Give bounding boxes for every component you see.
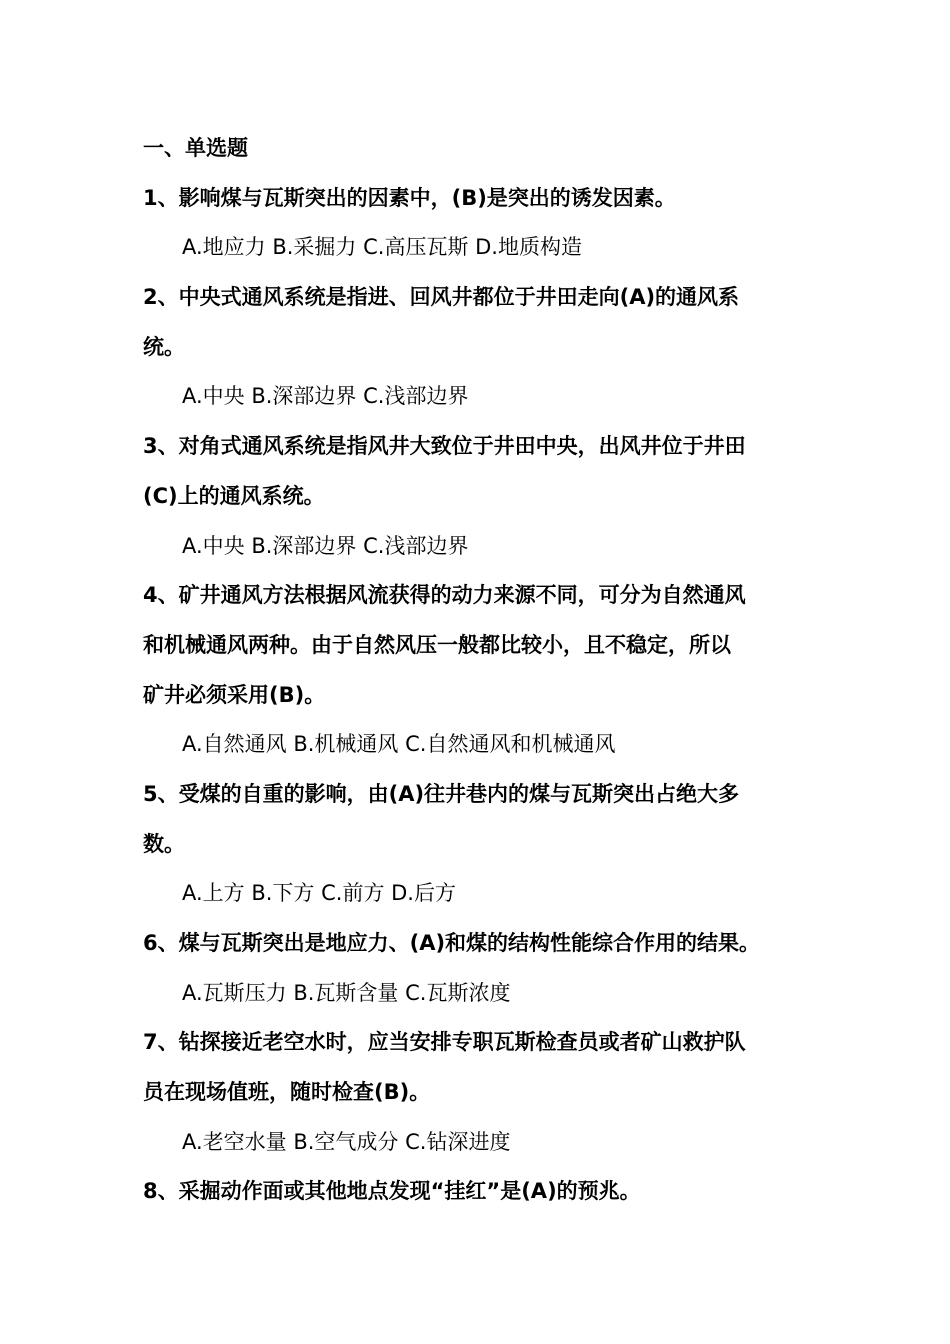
question-5 xyxy=(143,770,823,919)
question-text: 3、对角式通风系统是指风井大致位于井田中央，出风井位于井田 xyxy=(143,434,746,459)
question-text: 4、矿井通风方法根据风流获得的动力来源不同，可分为自然通风 xyxy=(143,583,746,608)
document-page xyxy=(143,124,823,1217)
question-text: 7、钻探接近老空水时，应当安排专职瓦斯检查员或者矿山救护队 xyxy=(143,1030,746,1055)
question-options: A.地应力 B.采掘力 C.高压瓦斯 D.地质构造 xyxy=(182,235,582,260)
question-text: 和机械通风两种。由于自然风压一般都比较小，且不稳定，所以 xyxy=(143,632,731,657)
question-text: 员在现场值班，随时检查(B)。 xyxy=(143,1080,431,1105)
question-text: 6、煤与瓦斯突出是地应力、(A)和煤的结构性能综合作用的结果。 xyxy=(143,931,761,955)
section-title: 一、单选题 xyxy=(143,136,248,160)
question-options: A.上方 B.下方 C.前方 D.后方 xyxy=(182,881,456,906)
question-text: 统。 xyxy=(143,334,185,359)
question-text: (C)上的通风系统。 xyxy=(143,483,325,508)
question-options: A.瓦斯压力 B.瓦斯含量 C.瓦斯浓度 xyxy=(182,980,511,1005)
question-options: A.自然通风 B.机械通风 C.自然通风和机械通风 xyxy=(182,732,616,757)
question-text: 数。 xyxy=(143,831,185,856)
question-text: 2、中央式通风系统是指进、回风井都位于井田走向(A)的通风系 xyxy=(143,285,740,310)
question-6 xyxy=(143,919,823,1018)
question-text: 5、受煤的自重的影响，由(A)往井巷内的煤与瓦斯突出占绝大多 xyxy=(143,781,740,806)
question-1 xyxy=(143,174,823,273)
question-3 xyxy=(143,422,823,571)
question-options: A.中央 B.深部边界 C.浅部边界 xyxy=(182,533,469,558)
question-4 xyxy=(143,571,823,770)
question-options: A.老空水量 B.空气成分 C.钻深进度 xyxy=(182,1129,511,1154)
question-8 xyxy=(143,1167,823,1217)
question-text: 矿井必须采用(B)。 xyxy=(143,682,326,707)
question-text: 1、影响煤与瓦斯突出的因素中，(B)是突出的诱发因素。 xyxy=(143,185,676,210)
question-2 xyxy=(143,273,823,422)
question-options: A.中央 B.深部边界 C.浅部边界 xyxy=(182,384,469,409)
question-text: 8、采掘动作面或其他地点发现“挂红”是(A)的预兆。 xyxy=(143,1179,641,1204)
question-7 xyxy=(143,1018,823,1167)
